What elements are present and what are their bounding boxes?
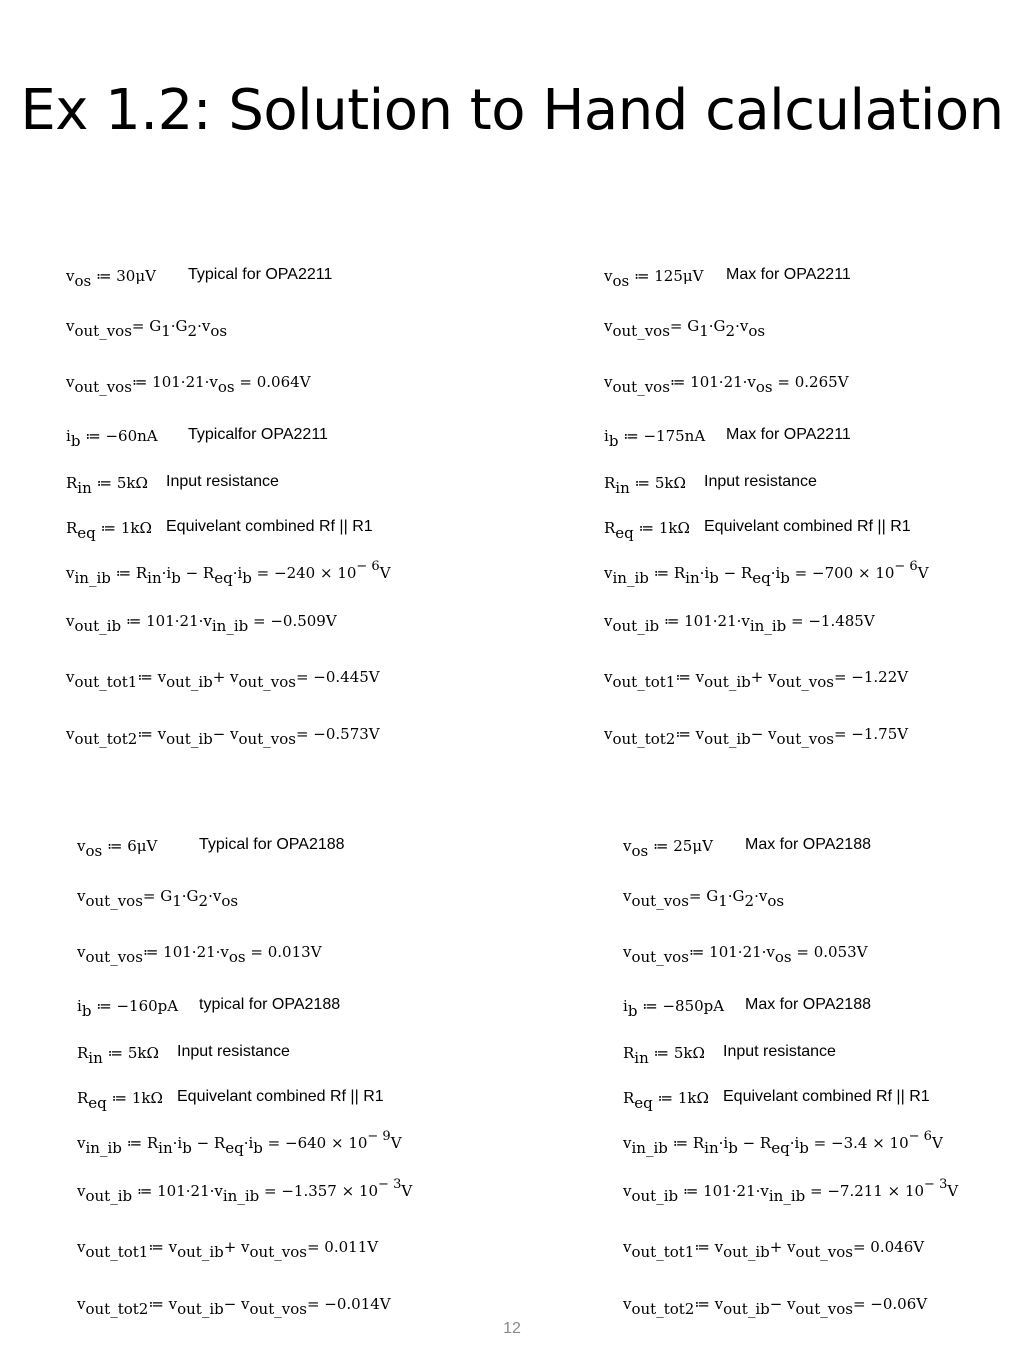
page-number: 12: [503, 1320, 521, 1337]
vos-value: 6μV: [127, 837, 158, 855]
vin-ib-mantissa: −640 × 10: [285, 1134, 368, 1152]
equation: $v_{out\_vos}≔$ $101\cdot 21\cdot v_{os} = 0.053V$: [623, 943, 868, 966]
equation: $v_{out\_tot2}≔$ $v_{out\_ib}- v_{out\_vos}= -0.06V$: [623, 1295, 928, 1318]
ib-note: typical for OPA2188: [199, 996, 341, 1013]
vos-value: 125μV: [654, 267, 704, 285]
equation: $v_{out\_ib}$ ≔ $101\cdot 21\cdot v_{in\_ib} = -1.485V$: [604, 612, 875, 635]
equation: $v_{os}$ ≔ 30μV: [66, 267, 156, 290]
vin-ib-calc: [77, 1129, 402, 1157]
vout-tot1-result: 0.011V: [324, 1238, 379, 1256]
vin-ib-mantissa: −3.4 × 10: [831, 1134, 909, 1152]
vout-ib-calc: [623, 1177, 959, 1205]
ib-value: −160pA: [116, 997, 179, 1015]
vout-vos-result: 0.053V: [813, 943, 868, 961]
equation: $R_{in}$ ≔ 5kΩ: [604, 474, 686, 497]
vout-vos-calc: [623, 943, 868, 966]
req-definition: [604, 519, 690, 542]
equation: $v_{os}$ ≔ 6μV: [77, 837, 158, 860]
equation: $R_{eq}$ ≔ 1kΩ: [66, 519, 152, 542]
equation: $v_{out\_tot2}≔$ $v_{out\_ib}- v_{out\_vos}= -0.014V$: [77, 1295, 391, 1318]
equation: $R_{eq}$ ≔ 1kΩ: [77, 1089, 163, 1112]
equation: $v_{out\_tot1}≔$ $v_{out\_ib}+ v_{out\_vos}= 0.011V$: [77, 1238, 379, 1261]
vout-tot2-calc: [66, 725, 380, 748]
equation: $v_{out\_vos}= G_1\cdot G_2\cdot v_{os}$: [77, 887, 239, 910]
vos-definition: [604, 267, 704, 290]
vout-ib-mantissa: −1.357 × 10: [281, 1182, 379, 1200]
req-note: Equivelant combined Rf || R1: [723, 1088, 930, 1105]
vout-tot2-result: −0.06V: [870, 1295, 928, 1313]
vin-ib-calc: [623, 1129, 943, 1157]
equation: $v_{out\_vos}= G_1\cdot G_2\cdot v_{os}$: [623, 887, 785, 910]
vos-note: Max for OPA2188: [745, 836, 871, 853]
equation: $v_{in\_ib}$ ≔ $R_{in}\cdot i_b - R_{eq}\cdot i_b = -640 \times 10^{- 9}V$: [77, 1129, 402, 1157]
vout-vos-calc: [77, 943, 322, 966]
vout-tot1-calc: [66, 668, 380, 691]
equation: $v_{out\_tot2}≔$ $v_{out\_ib}- v_{out\_vos}= -1.75V$: [604, 725, 909, 748]
equation: $i_b$ ≔ −850pA: [623, 997, 725, 1020]
rin-note: Input resistance: [177, 1043, 290, 1060]
vos-definition: [623, 837, 713, 860]
equation: $v_{out\_tot1}≔$ $v_{out\_ib}+ v_{out\_vos}= -0.445V$: [66, 668, 380, 691]
equation: $R_{in}$ ≔ 5kΩ: [66, 474, 148, 497]
equation: $v_{in\_ib}$ ≔ $R_{in}\cdot i_b - R_{eq}\cdot i_b = -3.4 \times 10^{- 6}V$: [623, 1129, 943, 1157]
vout-tot2-result: −1.75V: [851, 725, 909, 743]
ib-note: Max for OPA2188: [745, 996, 871, 1013]
vin-ib-exponent: − 9: [367, 1129, 391, 1144]
equation: $R_{eq}$ ≔ 1kΩ: [604, 519, 690, 542]
equation: $v_{out\_vos}= G_1\cdot G_2\cdot v_{os}$: [604, 317, 766, 340]
vout-vos-result: 0.265V: [794, 373, 849, 391]
req-value: 1kΩ: [131, 1089, 163, 1107]
req-definition: [623, 1089, 709, 1112]
vout-tot1-result: −1.22V: [851, 668, 909, 686]
equation: $v_{os}$ ≔ 25μV: [623, 837, 713, 860]
req-value: 1kΩ: [677, 1089, 709, 1107]
vout-ib-exponent: − 3: [378, 1177, 402, 1192]
vout-ib-calc: [77, 1177, 413, 1205]
rin-value: 5kΩ: [654, 474, 686, 492]
vos-value: 25μV: [673, 837, 713, 855]
equation: $v_{out\_ib}$ ≔ $101\cdot 21\cdot v_{in\_ib} = -1.357 \times 10^{- 3}V$: [77, 1177, 413, 1205]
vin-ib-unit: V: [379, 564, 391, 582]
req-value: 1kΩ: [120, 519, 152, 537]
vout-vos-formula: [77, 887, 239, 910]
vout-tot1-calc: [604, 668, 909, 691]
vout-vos-calc: [604, 373, 849, 396]
equation: $v_{in\_ib}$ ≔ $R_{in}\cdot i_b - R_{eq}\cdot i_b = -700 \times 10^{- 6}V$: [604, 559, 929, 587]
vin-ib-calc: [66, 559, 391, 587]
equation: $v_{out\_ib}$ ≔ $101\cdot 21\cdot v_{in\_ib} = -0.509V$: [66, 612, 337, 635]
ib-definition: [604, 427, 706, 450]
vout-ib-mantissa: −1.485V: [808, 612, 875, 630]
vin-ib-exponent: − 6: [356, 559, 380, 574]
ib-definition: [77, 997, 179, 1020]
vout-tot2-calc: [77, 1295, 391, 1318]
vout-vos-formula: [604, 317, 766, 340]
vos-definition: [66, 267, 156, 290]
vout-ib-mantissa: −0.509V: [270, 612, 337, 630]
vout-vos-result: 0.013V: [267, 943, 322, 961]
vin-ib-unit: V: [931, 1134, 943, 1152]
ib-definition: [623, 997, 725, 1020]
equation: $v_{out\_vos}≔$ $101\cdot 21\cdot v_{os} = 0.265V$: [604, 373, 849, 396]
vos-note: Max for OPA2211: [726, 266, 851, 283]
rin-note: Input resistance: [166, 473, 279, 490]
req-note: Equivelant combined Rf || R1: [166, 518, 373, 535]
rin-definition: [66, 474, 148, 497]
page-title: Ex 1.2: Solution to Hand calculation: [20, 78, 1004, 143]
req-definition: [77, 1089, 163, 1112]
equation: $v_{out\_vos}≔$ $101\cdot 21\cdot v_{os} = 0.064V$: [66, 373, 311, 396]
req-definition: [66, 519, 152, 542]
req-note: Equivelant combined Rf || R1: [177, 1088, 384, 1105]
vos-definition: [77, 837, 158, 860]
ib-definition: [66, 427, 158, 450]
vout-tot1-result: 0.046V: [870, 1238, 925, 1256]
equation: $v_{in\_ib}$ ≔ $R_{in}\cdot i_b - R_{eq}\cdot i_b = -240 \times 10^{- 6}V$: [66, 559, 391, 587]
vout-ib-unit: V: [401, 1182, 413, 1200]
vin-ib-calc: [604, 559, 929, 587]
equation: $v_{out\_ib}$ ≔ $101\cdot 21\cdot v_{in\_ib} = -7.211 \times 10^{- 3}V$: [623, 1177, 959, 1205]
vout-vos-calc: [66, 373, 311, 396]
equation: $v_{os}$ ≔ 125μV: [604, 267, 704, 290]
vout-ib-unit: V: [947, 1182, 959, 1200]
vout-vos-result: 0.064V: [256, 373, 311, 391]
req-value: 1kΩ: [658, 519, 690, 537]
ib-note: Typicalfor OPA2211: [188, 426, 328, 443]
vos-note: Typical for OPA2211: [188, 266, 333, 283]
equation: $R_{in}$ ≔ 5kΩ: [77, 1044, 159, 1067]
vout-tot2-result: −0.573V: [313, 725, 380, 743]
ib-value: −175nA: [643, 427, 706, 445]
equation: $i_b$ ≔ −175nA: [604, 427, 706, 450]
equation: $v_{out\_vos}≔$ $101\cdot 21\cdot v_{os} = 0.013V$: [77, 943, 322, 966]
vout-tot1-calc: [623, 1238, 925, 1261]
equation: $i_b$ ≔ −160pA: [77, 997, 179, 1020]
equation: $i_b$ ≔ −60nA: [66, 427, 158, 450]
vout-vos-formula: [66, 317, 228, 340]
vout-ib-mantissa: −7.211 × 10: [827, 1182, 925, 1200]
ib-value: −60nA: [105, 427, 158, 445]
equation: $v_{out\_tot1}≔$ $v_{out\_ib}+ v_{out\_vos}= 0.046V$: [623, 1238, 925, 1261]
equation: $R_{eq}$ ≔ 1kΩ: [623, 1089, 709, 1112]
vin-ib-mantissa: −700 × 10: [812, 564, 895, 582]
rin-value: 5kΩ: [127, 1044, 159, 1062]
equation: $v_{out\_vos}= G_1\cdot G_2\cdot v_{os}$: [66, 317, 228, 340]
vout-tot2-calc: [604, 725, 909, 748]
vin-ib-unit: V: [917, 564, 929, 582]
vout-ib-exponent: − 3: [924, 1177, 948, 1192]
vos-note: Typical for OPA2188: [199, 836, 345, 853]
vos-value: 30μV: [116, 267, 156, 285]
vout-vos-formula: [623, 887, 785, 910]
vout-tot1-calc: [77, 1238, 379, 1261]
equation: $R_{in}$ ≔ 5kΩ: [623, 1044, 705, 1067]
vout-ib-calc: [66, 612, 337, 635]
vout-ib-calc: [604, 612, 875, 635]
ib-value: −850pA: [662, 997, 725, 1015]
rin-note: Input resistance: [723, 1043, 836, 1060]
rin-note: Input resistance: [704, 473, 817, 490]
equation: $v_{out\_tot2}≔$ $v_{out\_ib}- v_{out\_vos}= -0.573V$: [66, 725, 380, 748]
rin-definition: [604, 474, 686, 497]
vout-tot2-calc: [623, 1295, 928, 1318]
req-note: Equivelant combined Rf || R1: [704, 518, 911, 535]
vin-ib-unit: V: [390, 1134, 402, 1152]
equation: $v_{out\_tot1}≔$ $v_{out\_ib}+ v_{out\_vos}= -1.22V$: [604, 668, 909, 691]
vout-tot1-result: −0.445V: [313, 668, 380, 686]
vin-ib-exponent: − 6: [894, 559, 918, 574]
rin-value: 5kΩ: [673, 1044, 705, 1062]
rin-value: 5kΩ: [116, 474, 148, 492]
vout-tot2-result: −0.014V: [324, 1295, 391, 1313]
vin-ib-mantissa: −240 × 10: [274, 564, 357, 582]
vin-ib-exponent: − 6: [908, 1129, 932, 1144]
ib-note: Max for OPA2211: [726, 426, 851, 443]
rin-definition: [77, 1044, 159, 1067]
rin-definition: [623, 1044, 705, 1067]
